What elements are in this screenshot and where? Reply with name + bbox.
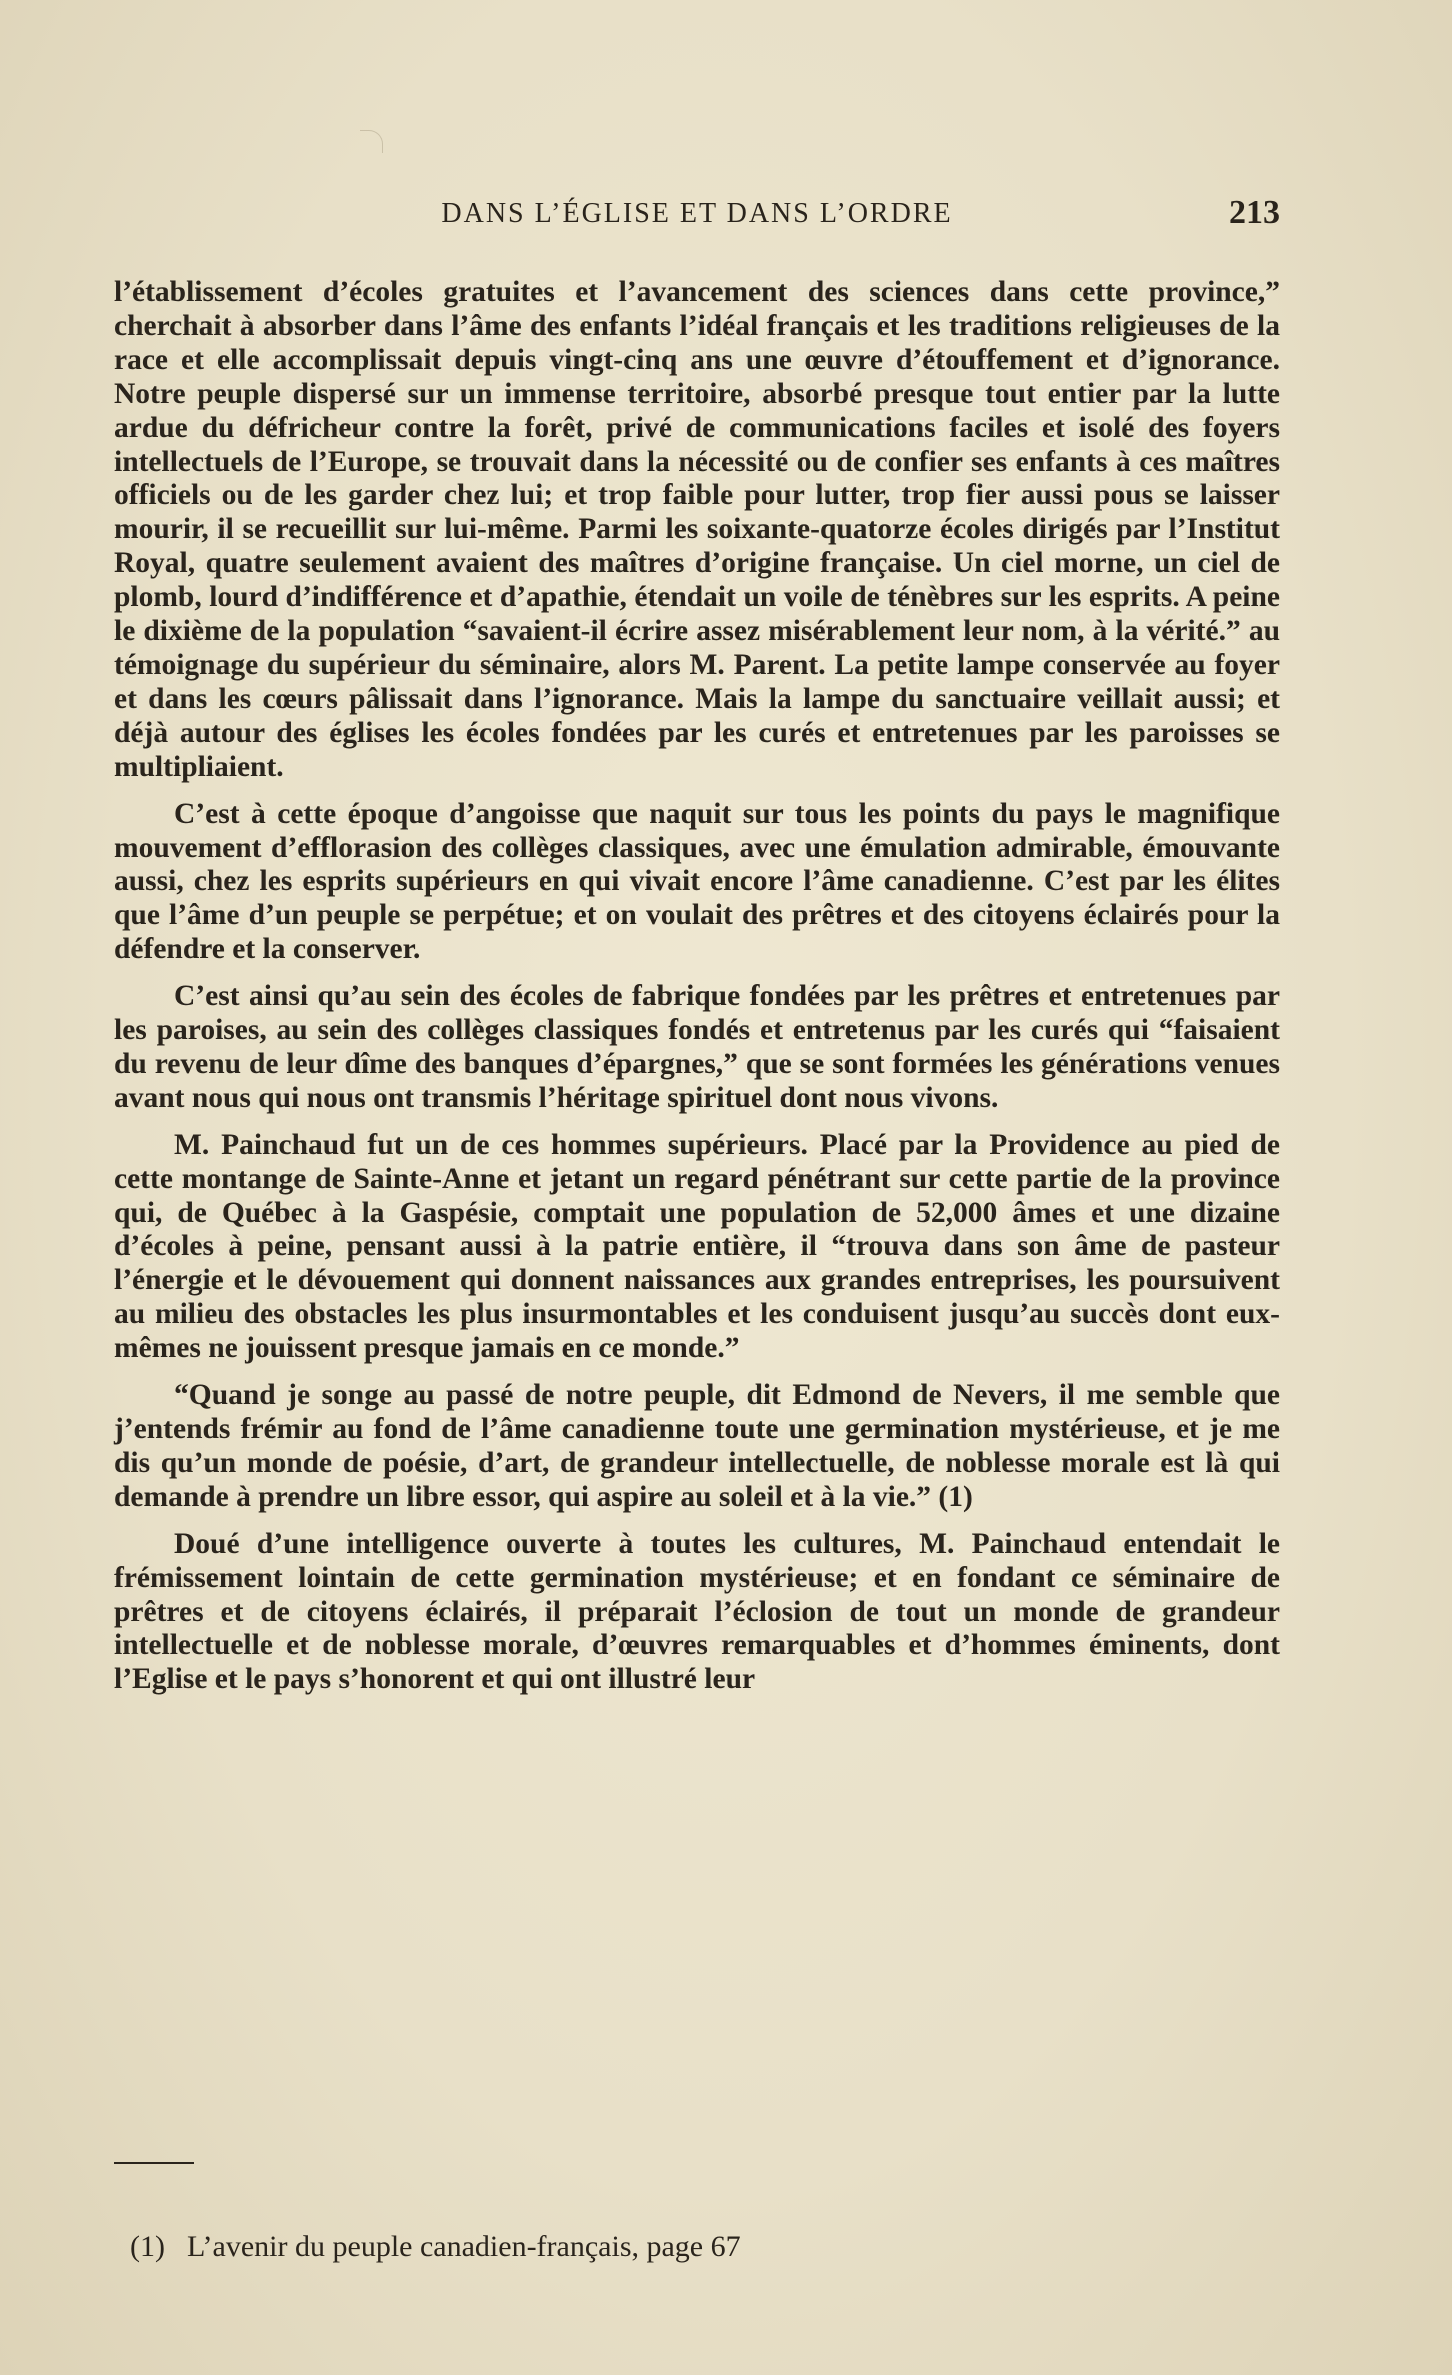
paragraph: C’est ainsi qu’au sein des écoles de fabrique fondées par les prêtres et entretenues par les paroises, au sein des collèges classiques fondés et entretenus par les curés qui “faisaient du revenu de leur dîme des banques d’épargnes,” que se sont formées les générations venues avant nous qui nous ont transmis l’héritage spirituel dont nous vivons. [114, 980, 1280, 1114]
paragraph: “Quand je songe au passé de notre peuple, dit Edmond de Nevers, il me semble que j’entends frémir au fond de l’âme canadienne toute une germination mystérieuse, et je me dis qu’un monde de poésie, d’art, de grandeur intellectuelle, de noblesse morale est là qui demande à prendre un libre essor, qui aspire au soleil et à la vie.” (1) [114, 1379, 1280, 1513]
paragraph: M. Painchaud fut un de ces hommes supérieurs. Placé par la Providence au pied de cette montange de Sainte-Anne et jetant un regard pénétrant sur cette partie de la province qui, de Québec à la Gaspésie, comptait une population de 52,000 âmes et une dizaine d’écoles à peine, pensant aussi à la patrie entière, il “trouva dans son âme de pasteur l’énergie et le dévouement qui donnent naissances aux grandes entreprises, les poursuivent au milieu des obstacles les plus insurmontables et les conduisent jusqu’au succès dont eux-mêmes ne jouissent presque jamais en ce monde.” [114, 1128, 1280, 1365]
footnote [130, 2230, 1230, 2264]
running-title: DANS L’ÉGLISE ET DANS L’ORDRE [441, 198, 953, 229]
page-number: 213 [1229, 194, 1280, 231]
paragraph: Doué d’une intelligence ouverte à toutes les cultures, M. Painchaud entendait le frémissement lointain de cette germination mystérieuse; et en fondant ce séminaire de prêtres et de citoyens éclairés, il préparait l’éclosion de tout un monde de grandeur intellectuelle et de noblesse morale, d’œuvres remarquables et d’hommes éminents, dont l’Eglise et le pays s’honorent et qui ont illustré leur [114, 1527, 1280, 1696]
body-text [114, 276, 1280, 1697]
footnote-text: L’avenir du peuple canadien-français, page 67 [186, 2230, 741, 2263]
page-header [114, 194, 1280, 238]
paragraph: l’établissement d’écoles gratuites et l’avancement des sciences dans cette province,” cherchait à absorber dans l’âme des enfants l’idéal français et les traditions religieuses de la race et elle accomplissait depuis vingt-cinq ans une œuvre d’étouffement et d’ignorance. Notre peuple dispersé sur un immense territoire, absorbé presque tout entier par la lutte ardue du défricheur contre la forêt, privé de communications faciles et isolé des foyers intellectuels de l’Europe, se trouvait dans la nécessité ou de confier ses enfants à ces maîtres officiels ou de les garder chez lui; et trop faible pour lutter, trop fier aussi pous se laisser mourir, il se recueillit sur lui-même. Parmi les soixante-quatorze écoles dirigés par l’Institut Royal, quatre seulement avaient des maîtres d’origine française. Un ciel morne, un ciel de plomb, lourd d’indifférence et d’apathie, étendait un voile de ténèbres sur les esprits. A peine le dixième de la population “savaient-il écrire assez misérablement leur nom, à la vérité.” au témoignage du supérieur du séminaire, alors M. Parent. La petite lampe conservée au foyer et dans les cœurs pâlissait dans l’ignorance. Mais la lampe du sanctuaire veillait aussi; et déjà autour des églises les écoles fondées par les curés et entretenues par les paroisses se multipliaient. [114, 276, 1280, 783]
footnote-marker: (1) [130, 2230, 165, 2263]
footnote-rule [114, 2162, 194, 2164]
page-corner-mark [360, 130, 383, 153]
paragraph: C’est à cette époque d’angoisse que naquit sur tous les points du pays le magnifique mouvement d’efflorasion des collèges classiques, avec une émulation admirable, émouvante aussi, chez les esprits supérieurs en qui vivait encore l’âme canadienne. C’est par les élites que l’âme d’un peuple se perpétue; et on voulait des prêtres et des citoyens éclairés pour la défendre et la conserver. [114, 797, 1280, 966]
